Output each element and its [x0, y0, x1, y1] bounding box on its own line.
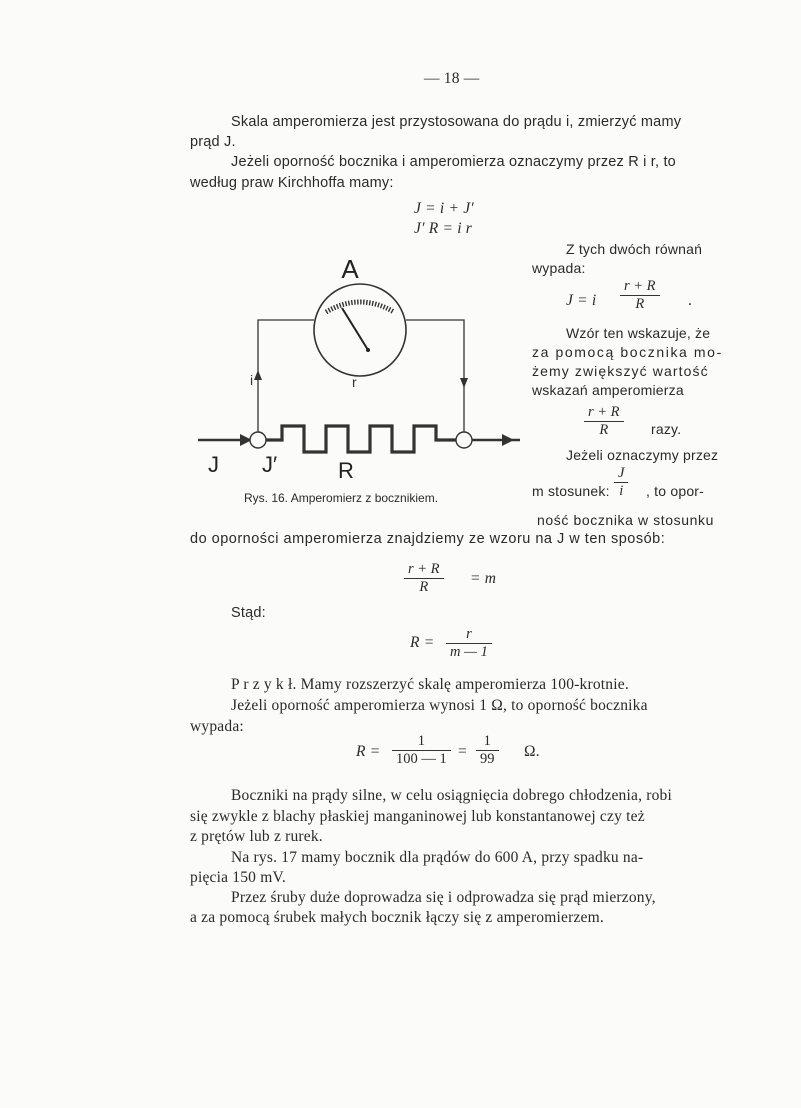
ammeter-scale [326, 302, 394, 312]
formula-1-prefix: J = i [566, 292, 597, 309]
formula-2-numerator: r + R [584, 404, 624, 422]
paragraph-3-line-1: Przez śruby duże doprowadza się i odprowadza się prąd mierzony, [231, 889, 656, 906]
label-R: R [338, 458, 354, 483]
right-line-2: wypada: [532, 260, 586, 276]
ammeter-label-A: A [341, 254, 359, 284]
label-r: r [352, 374, 357, 390]
formula-2-fraction [584, 404, 624, 439]
formula-5-denominator-2: 99 [480, 751, 495, 767]
right-line-4: za pomocą bocznika mo- [532, 344, 723, 360]
ratio-denominator: i [619, 483, 624, 499]
right-line-5: żemy zwiększyć wartość [532, 363, 709, 379]
shunt-resistor [266, 426, 456, 452]
output-arrow [502, 434, 514, 446]
formula-5-prefix: R = [356, 743, 381, 760]
paragraph-2-line-2: pięcia 150 mV. [190, 869, 286, 886]
right-line-7: Jeżeli oznaczymy przez [566, 447, 719, 463]
ammeter-needle [342, 308, 368, 350]
stad-label: Stąd: [231, 605, 266, 621]
right-line-8-suffix: , to opor- [646, 483, 705, 499]
paragraph-1-line-2: się zwykle z blachy płaskiej manganinowej lub konstantanowej czy też [190, 808, 645, 825]
junction-right [456, 432, 472, 448]
ratio-numerator: J [614, 465, 628, 483]
equation-2: J′ R = i r [414, 220, 473, 237]
formula-1-suffix: . [688, 292, 693, 309]
example-line-3: wypada: [190, 718, 244, 735]
formula-2-suffix: razy. [651, 421, 682, 437]
formula-3-numerator: r + R [404, 561, 444, 579]
example-line-1: P r z y k ł. Mamy rozszerzyć skalę amperomierza 100-krotnie. [231, 676, 629, 693]
intro-line-1: Skala amperomierza jest przystosowana do prądu i, zmierzyć mamy [231, 114, 682, 130]
label-J-prime: J′ [262, 452, 278, 477]
continuation-line: do oporności amperomierza znajdziemy ze wzoru na J w ten sposób: [190, 531, 666, 547]
formula-5-numerator-2: 1 [476, 733, 499, 751]
formula-2-denominator: R [599, 422, 609, 438]
circuit-diagram [190, 240, 530, 510]
formula-5-fraction-2 [476, 733, 499, 768]
formula-4-numerator: r [446, 626, 492, 644]
page-number: — 18 — [424, 70, 480, 87]
formula-5-fraction-1 [392, 733, 451, 768]
needle-pivot [366, 348, 370, 352]
arrow-up [254, 370, 262, 380]
formula-1-denominator: R [635, 296, 645, 312]
right-line-1: Z tych dwóch równań [566, 241, 703, 257]
formula-3-suffix: = m [470, 570, 497, 587]
formula-1-fraction [620, 278, 660, 313]
formula-1-numerator: r + R [620, 278, 660, 296]
intro-line-4: według praw Kirchhoffa mamy: [190, 175, 394, 191]
formula-5-equals: = [458, 743, 467, 760]
figure-caption: Rys. 16. Amperomierz z bocznikiem. [244, 491, 439, 505]
formula-4-fraction [446, 626, 492, 661]
formula-5-suffix: Ω. [524, 743, 540, 760]
label-J: J [208, 452, 219, 477]
paragraph-2-line-1: Na rys. 17 mamy bocznik dla prądów do 600 A, przy spadku na- [231, 849, 644, 866]
ratio-fraction [614, 465, 628, 500]
junction-left [250, 432, 266, 448]
intro-line-3: Jeżeli oporność bocznika i amperomierza oznaczymy przez R i r, to [231, 154, 676, 170]
left-lead [258, 320, 314, 440]
right-line-3: Wzór ten wskazuje, że [566, 325, 711, 341]
formula-3-denominator: R [419, 579, 429, 595]
paragraph-3-line-2: a za pomocą śrubek małych bocznik łączy się z amperomierzem. [190, 909, 604, 926]
right-lead [406, 320, 464, 440]
equation-1: J = i + J′ [414, 200, 474, 217]
intro-line-2: prąd J. [190, 134, 236, 150]
ammeter-dial [314, 284, 406, 376]
formula-5-denominator-1: 100 — 1 [396, 751, 447, 767]
label-i: i [250, 372, 254, 388]
formula-4-prefix: R = [410, 634, 435, 651]
right-line-9: ność bocznika w stosunku [537, 512, 715, 528]
arrow-down [460, 378, 468, 388]
paragraph-1-line-1: Boczniki na prądy silne, w celu osiągnięcia dobrego chłodzenia, robi [231, 787, 673, 804]
right-line-6: wskazań amperomierza [532, 382, 684, 398]
paragraph-1-line-3: z prętów lub z rurek. [190, 828, 323, 845]
example-line-2: Jeżeli oporność amperomierza wynosi 1 Ω, to oporność bocznika [231, 697, 648, 714]
formula-5-numerator-1: 1 [392, 733, 451, 751]
right-line-8-prefix: m stosunek: [532, 483, 610, 499]
formula-3-fraction [404, 561, 444, 596]
formula-4-denominator: m — 1 [450, 644, 488, 660]
